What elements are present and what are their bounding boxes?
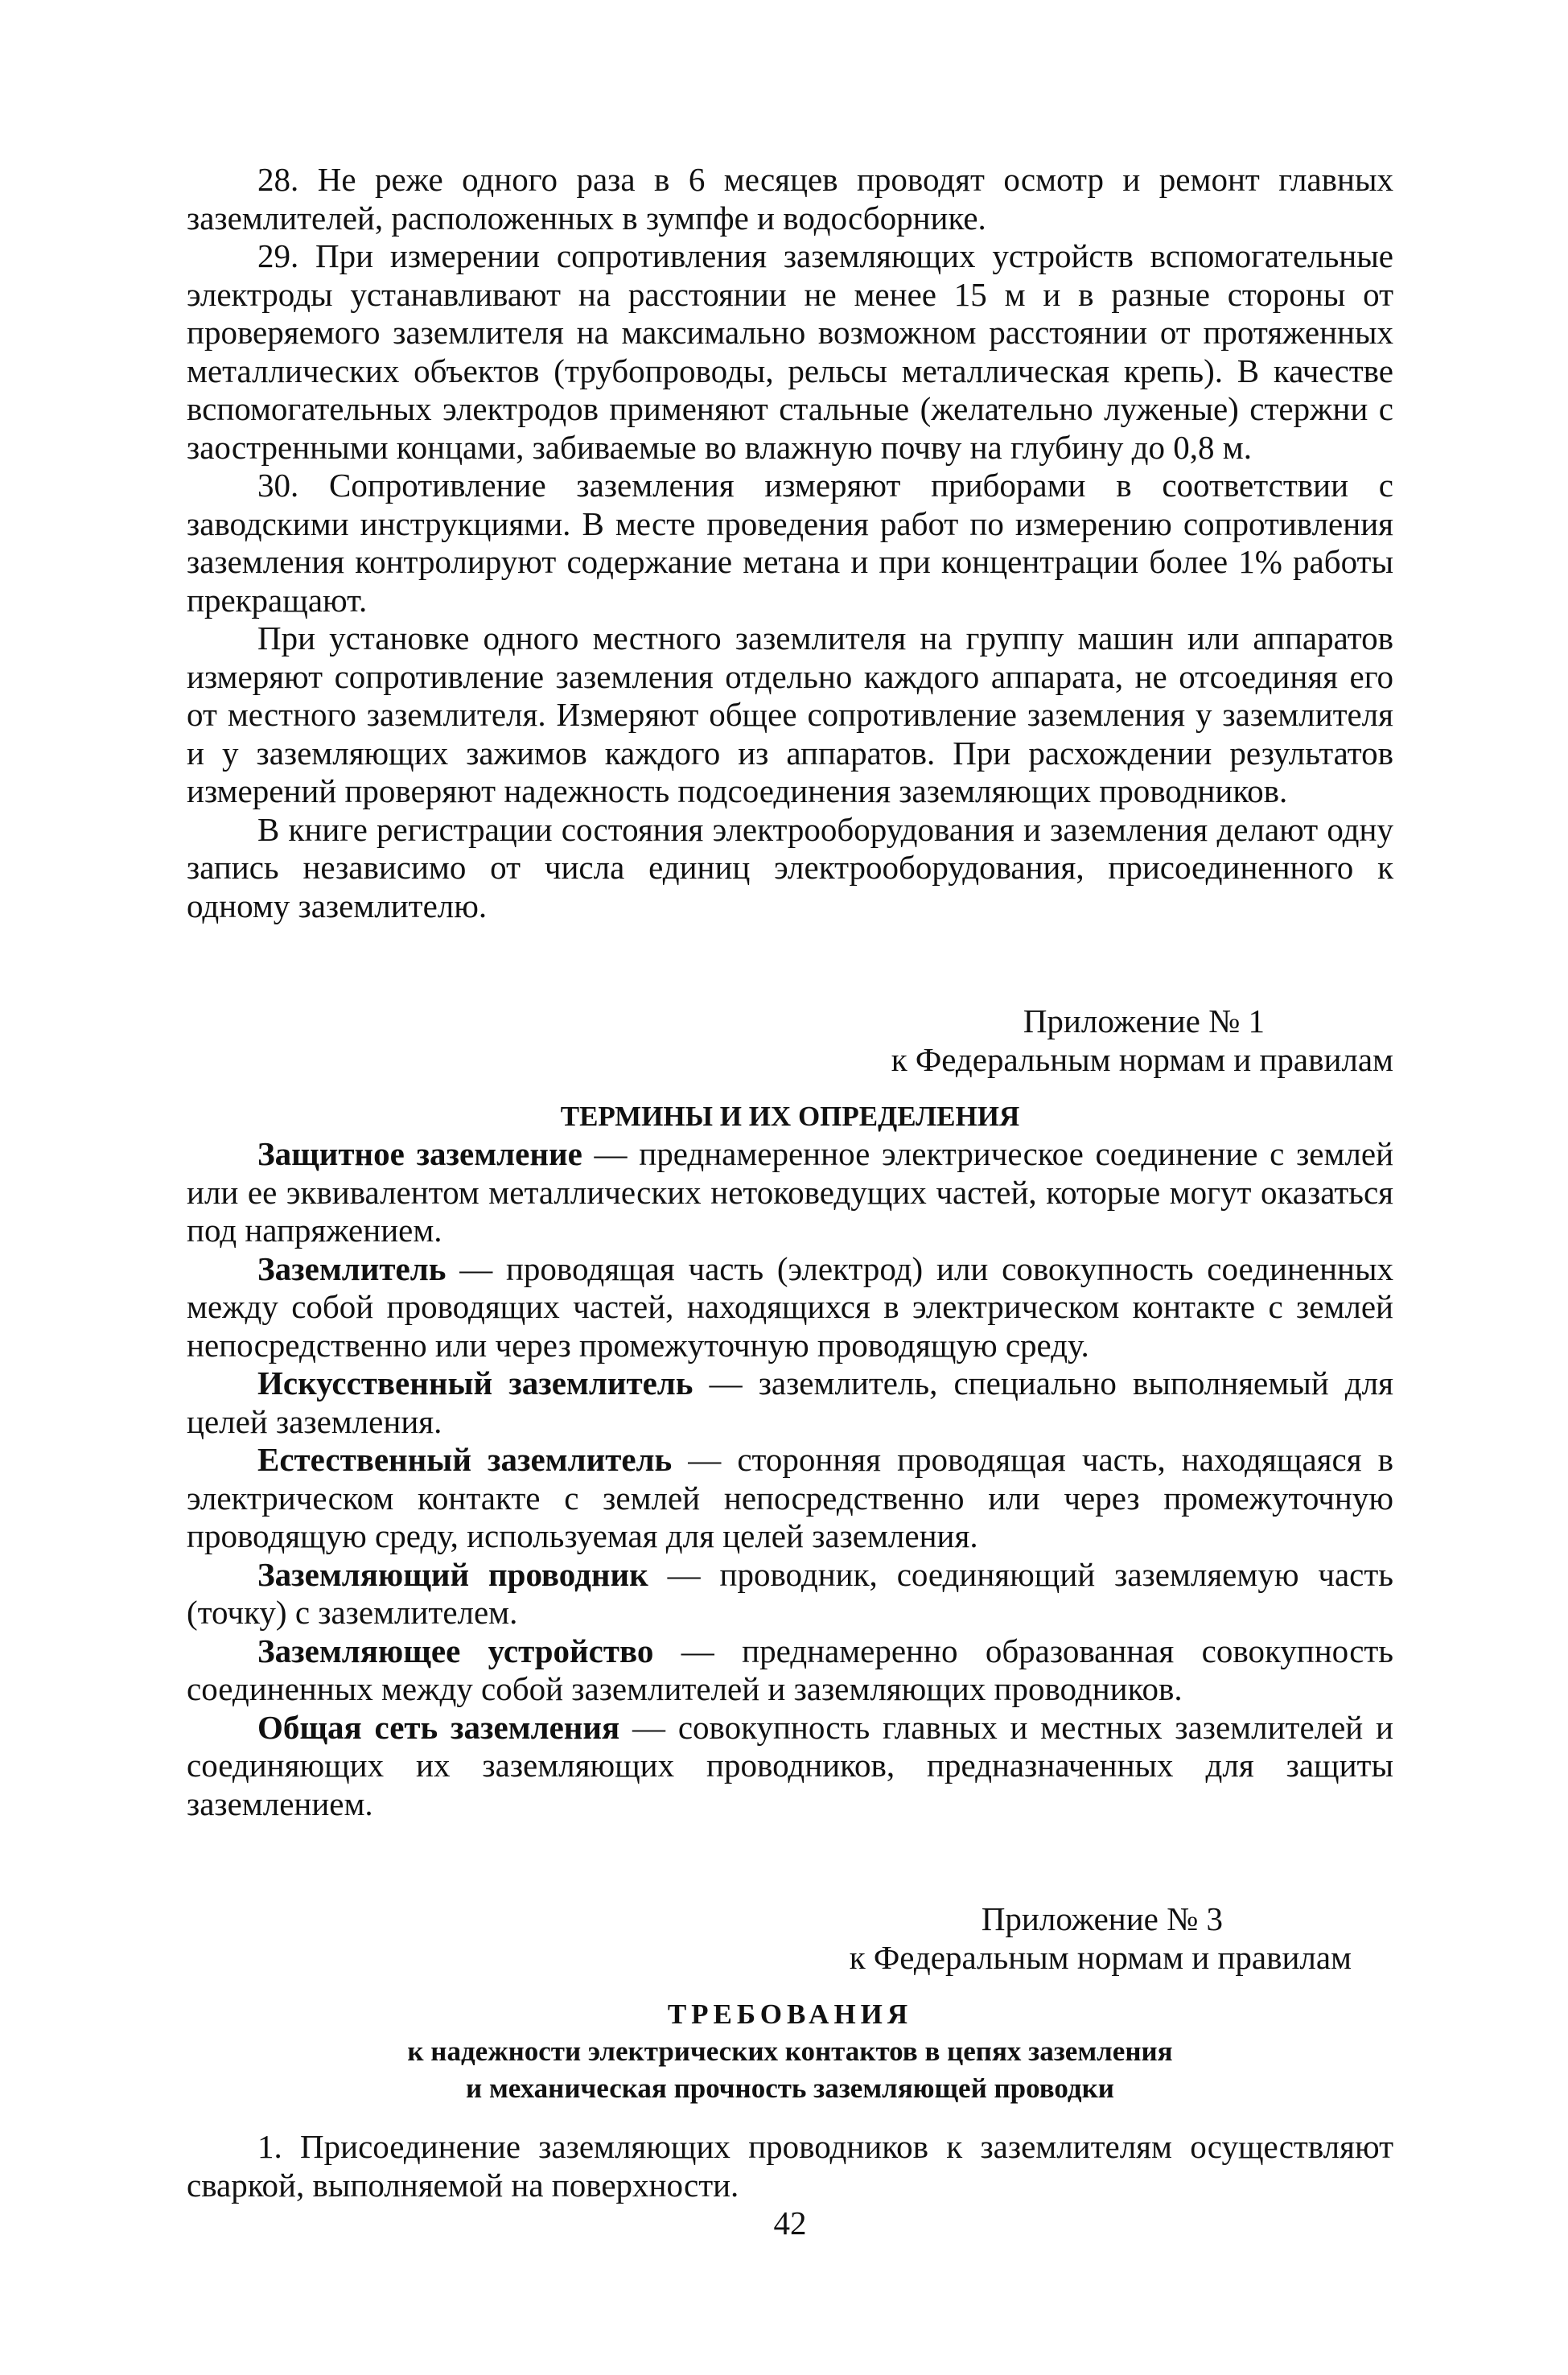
- section-grounding-maintenance: [187, 161, 1393, 925]
- appendix-3-title: ТРЕБОВАНИЯ: [667, 1998, 913, 2030]
- term-text: — проводящая часть (электрод) или совокупность соединенных между собой проводящих частей, находящихся в электрическом контакте с землей непосредственно или через промежуточную проводящую среду.: [187, 1249, 1393, 1364]
- term-text: — преднамеренное электрическое соединение с землей или ее эквивалентом металлических нетоковедущих частей, которые могут оказаться под напряжением.: [187, 1135, 1394, 1249]
- appendix-1-reference: к Федеральным нормам и правилам: [891, 1040, 1393, 1078]
- term-definition: [187, 1556, 1393, 1632]
- page-number: 42: [773, 2204, 807, 2241]
- term-text: — проводник, соединяющий заземляемую часть (точку) с заземлителем.: [187, 1555, 1393, 1631]
- appendix-3-subtitle-line-1: к надежности электрических контактов в цепях заземления: [407, 2035, 1173, 2067]
- term-text: — заземлитель, специально выполняемый для целей заземления.: [187, 1364, 1393, 1440]
- appendix-3-subtitle-line-2: и механическая прочность заземляющей проводки: [466, 2072, 1114, 2104]
- term-definition: [187, 1632, 1393, 1709]
- term-text: — совокупность главных и местных заземлителей и соединяющих их заземляющих проводников, предназначенных для защиты заземлением.: [187, 1708, 1393, 1822]
- paragraph-29: 29. При измерении сопротивления заземляющих устройств вспомогательные электроды устанавливают на расстоянии не менее 15 м и в разные стороны от проверяемого заземлителя на максимально возможном расстоянии от протяженных металлических объектов (трубопроводы, рельсы металлическая крепь). В качестве вспомогательных электродов применяют стальные (желательно луженые) стержни с заостренными концами, забиваемые во влажную почву на глубину до 0,8 м.: [187, 237, 1393, 466]
- term-name: Естественный заземлитель: [257, 1441, 673, 1478]
- appendix-3-label: [187, 1900, 1393, 1977]
- paragraph-30: 30. Сопротивление заземления измеряют приборами в соответствии с заводскими инструкциями. В месте проведения работ по измерению сопротивления заземления контролируют содержание метана и при концентрации более 1% работы прекращают.: [187, 467, 1393, 619]
- paragraph-local-grounding: При установке одного местного заземлителя на группу машин или аппаратов измеряют сопротивление заземления отдельно каждого аппарата, не отсоединяя его от местного заземлителя. Измеряют общее сопротивление заземления у заземлителя и у заземляющих зажимов каждого из аппаратов. При расхождении результатов измерений проверяют надежность подсоединения заземляющих проводников.: [187, 619, 1393, 809]
- paragraph-28: 28. Не реже одного раза в 6 месяцев проводят осмотр и ремонт главных заземлителей, расположенных в зумпфе и водосборнике.: [187, 161, 1393, 237]
- term-name: Защитное заземление: [257, 1135, 582, 1172]
- appendix-1-title: ТЕРМИНЫ И ИХ ОПРЕДЕЛЕНИЯ: [560, 1101, 1020, 1132]
- requirement-paragraph-1: 1. Присоединение заземляющих проводников к заземлителям осуществляют сваркой, выполняемой на поверхности.: [187, 2128, 1393, 2204]
- term-name: Заземлитель: [257, 1249, 447, 1287]
- appendix-3-number: Приложение № 3: [981, 1900, 1223, 1937]
- document-page: [187, 161, 1393, 2242]
- term-text: — сторонняя проводящая часть, находящаяся в электрическом контакте с землей непосредственно или через промежуточную проводящую среду, используемая для целей заземления.: [187, 1441, 1393, 1554]
- term-definition: [187, 1250, 1393, 1365]
- appendix-1-number: Приложение № 1: [1023, 1002, 1265, 1039]
- term-name: Заземляющее устройство: [257, 1632, 654, 1669]
- appendix-1-label: [187, 1002, 1393, 1079]
- term-name: Общая сеть заземления: [257, 1708, 620, 1746]
- term-name: Заземляющий проводник: [257, 1555, 648, 1593]
- term-definition: [187, 1709, 1393, 1824]
- appendix-1: [187, 1002, 1393, 1823]
- term-definition: [187, 1135, 1393, 1250]
- appendix-3: [187, 1900, 1393, 2204]
- paragraph-registration-book: В книге регистрации состояния электрооборудования и заземления делают одну запись независимо от числа единиц электрооборудования, присоединенного к одному заземлителю.: [187, 810, 1393, 924]
- term-text: — преднамеренно образованная совокупность соединенных между собой заземлителей и заземляющих проводников.: [187, 1632, 1394, 1707]
- term-definition: [187, 1441, 1393, 1556]
- term-name: Искусственный заземлитель: [257, 1364, 693, 1402]
- appendix-3-reference: к Федеральным нормам и правилам: [849, 1938, 1352, 1976]
- term-definition: [187, 1364, 1393, 1441]
